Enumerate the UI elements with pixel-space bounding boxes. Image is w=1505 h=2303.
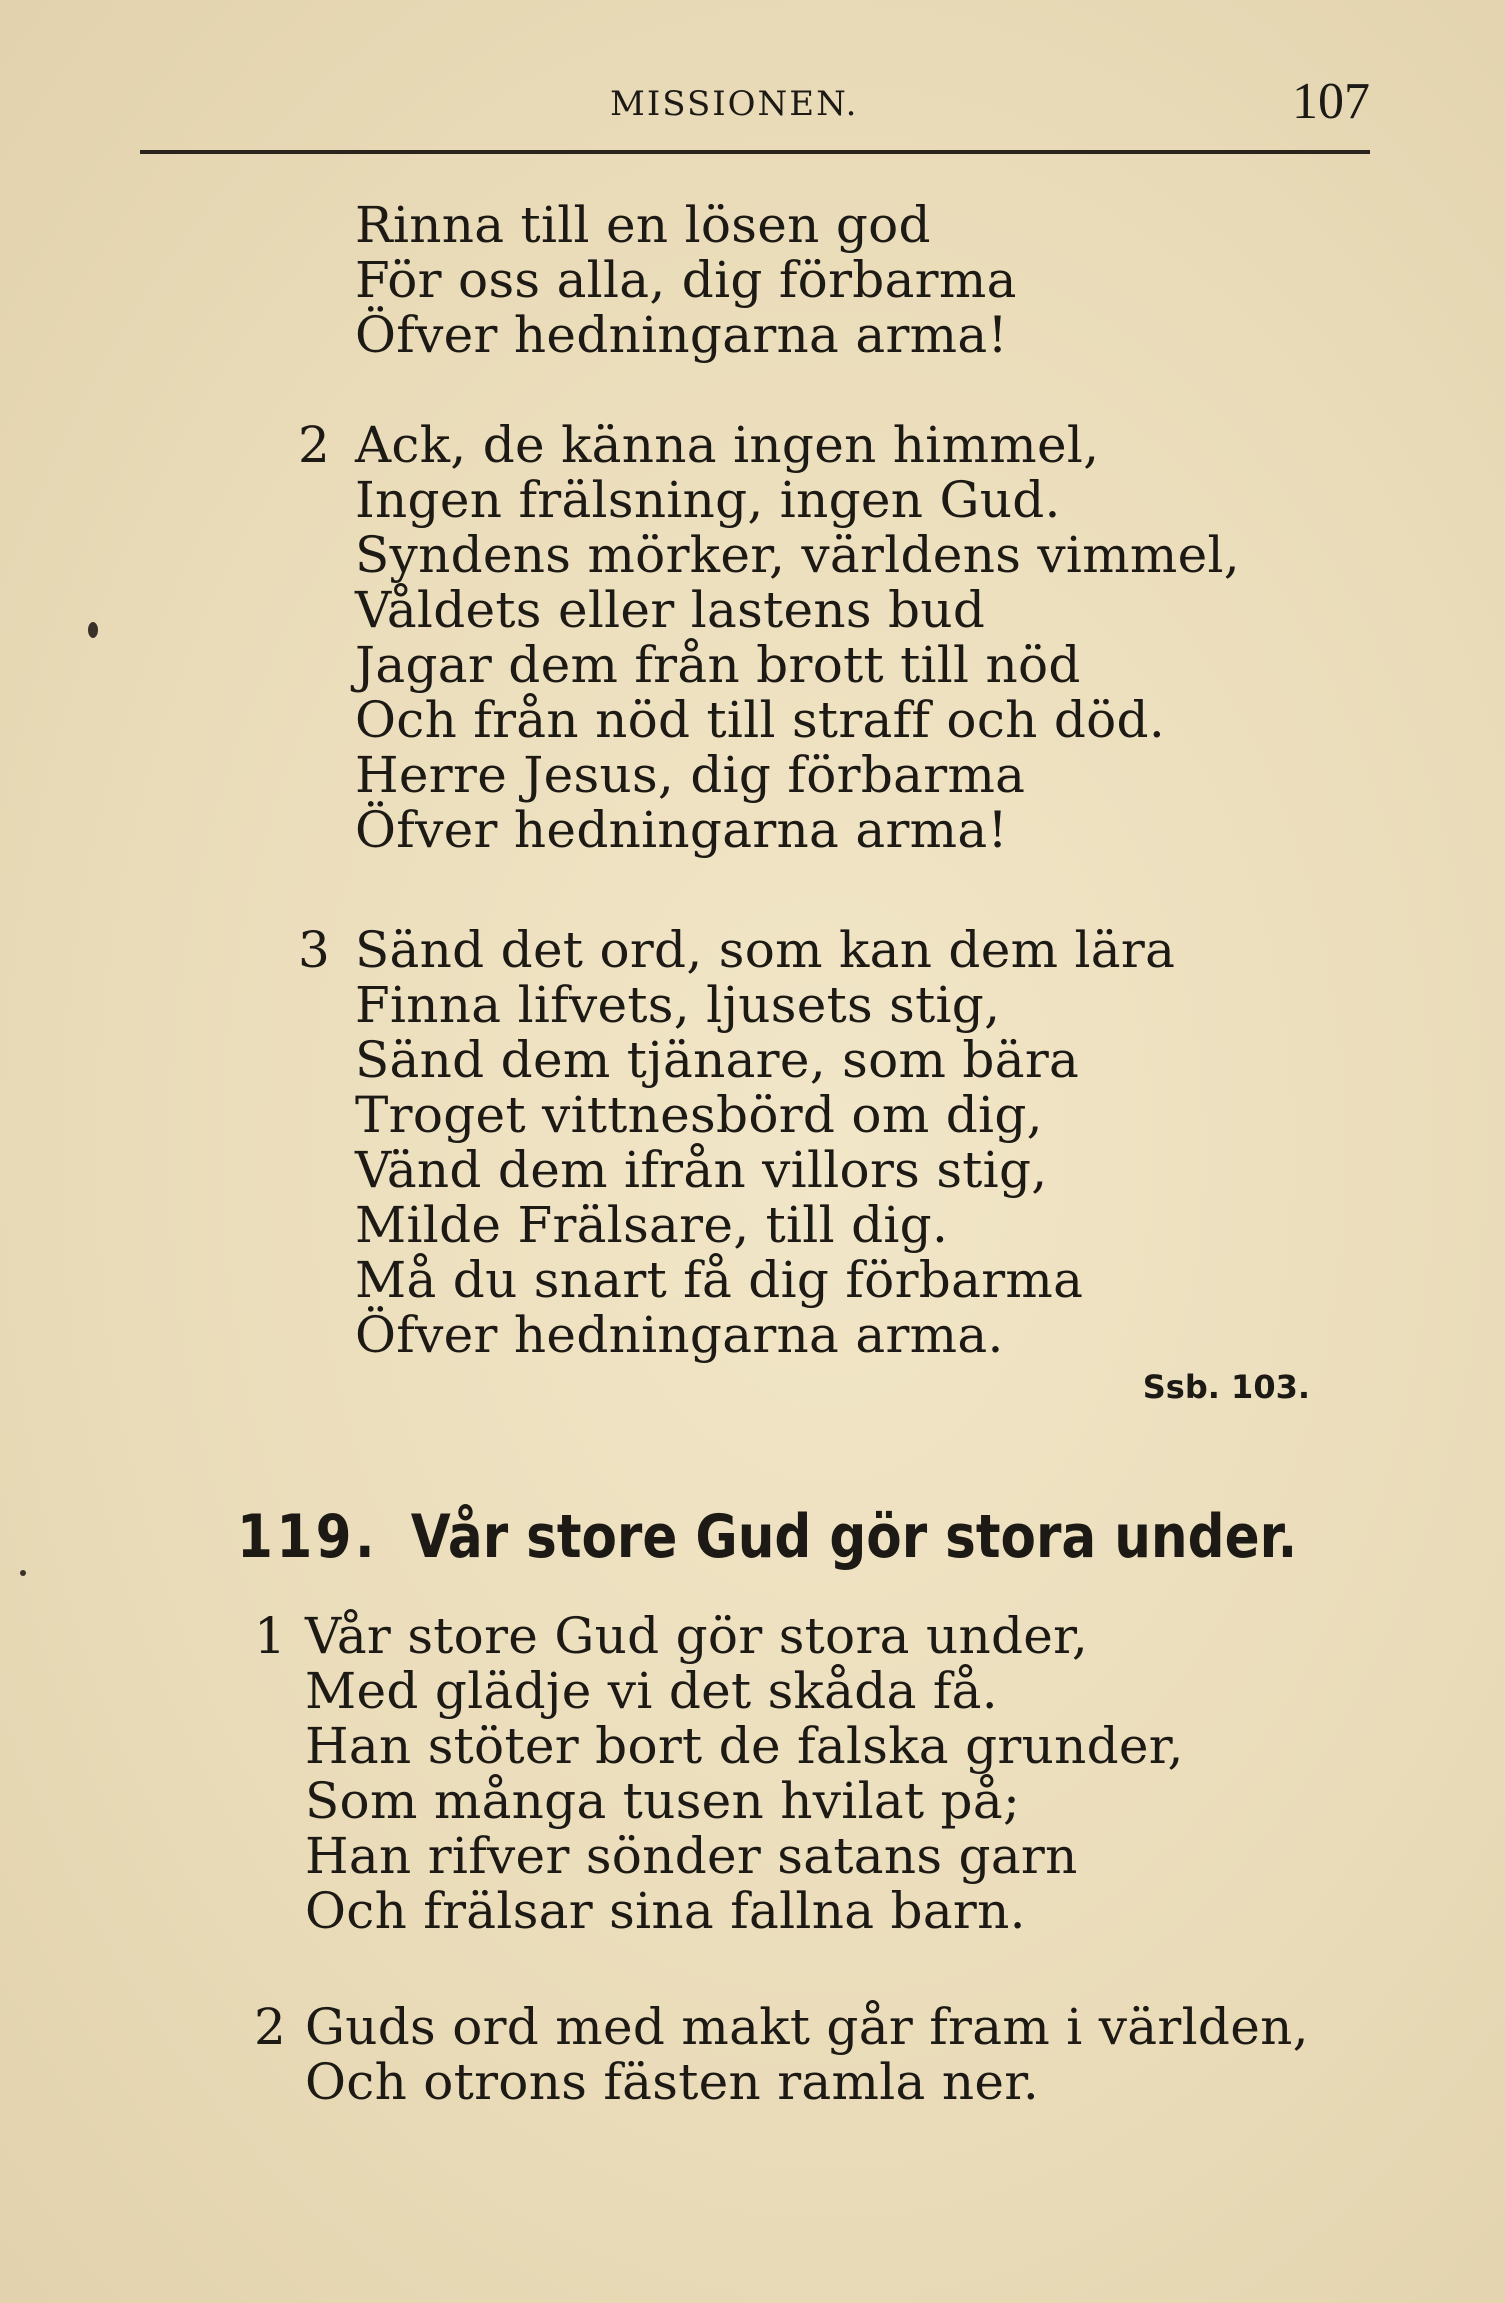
verse-line: Vänd dem ifrån villors stig, xyxy=(355,1141,1048,1199)
verse-3 xyxy=(355,923,1175,1363)
verse-number: 2 xyxy=(254,1998,286,2056)
verse-line: Vår store Gud gör stora under, xyxy=(305,1607,1089,1665)
verse-line: Öfver hedningarna arma! xyxy=(355,801,1008,859)
verse-number: 1 xyxy=(254,1607,286,1665)
verse-number: 3 xyxy=(298,921,330,979)
verse-line: Våldets eller lastens bud xyxy=(355,581,986,639)
verse-line: Han stöter bort de falska grunder, xyxy=(305,1717,1184,1775)
verse-continuation xyxy=(355,198,1017,363)
hymn-verse-2 xyxy=(305,2000,1309,2110)
verse-line: Guds ord med makt går fram i världen, xyxy=(305,1998,1309,2056)
song-reference: Ssb. 103. xyxy=(1142,1368,1310,1406)
page-number: 107 xyxy=(1292,73,1370,130)
verse-line: Och otrons fästen ramla ner. xyxy=(305,2053,1040,2111)
page-header xyxy=(140,68,1370,128)
verse-line: Ack, de känna ingen himmel, xyxy=(355,416,1100,474)
verse-line: Han rifver sönder satans garn xyxy=(305,1827,1078,1885)
verse-line: Herre Jesus, dig förbarma xyxy=(355,746,1026,804)
header-rule xyxy=(140,150,1370,154)
verse-line: Finna lifvets, ljusets stig, xyxy=(355,976,1001,1034)
verse-line: Och frälsar sina fallna barn. xyxy=(305,1882,1026,1940)
hymn-verse-1 xyxy=(305,1609,1184,1939)
hymn-title: Vår store Gud gör stora under. xyxy=(410,1502,1298,1572)
ink-speck xyxy=(88,622,98,638)
verse-line: För oss alla, dig förbarma xyxy=(355,251,1017,309)
verse-line: Ingen frälsning, ingen Gud. xyxy=(355,471,1061,529)
verse-line: Öfver hedningarna arma! xyxy=(355,306,1008,364)
verse-line: Med glädje vi det skåda få. xyxy=(305,1662,998,1720)
verse-number: 2 xyxy=(298,416,330,474)
hymn-number: 119. xyxy=(237,1502,379,1572)
verse-line: Rinna till en lösen god xyxy=(355,196,931,254)
verse-line: Milde Frälsare, till dig. xyxy=(355,1196,949,1254)
hymn-heading xyxy=(237,1502,1297,1572)
verse-line: Och från nöd till straff och död. xyxy=(355,691,1166,749)
verse-line: Troget vittnesbörd om dig, xyxy=(355,1086,1043,1144)
running-title: MISSIONEN. xyxy=(610,84,859,124)
verse-line: Må du snart få dig förbarma xyxy=(355,1251,1084,1309)
verse-line: Som många tusen hvilat på; xyxy=(305,1772,1021,1830)
verse-line: Öfver hedningarna arma. xyxy=(355,1306,1004,1364)
ink-speck xyxy=(20,1570,26,1576)
verse-line: Jagar dem från brott till nöd xyxy=(355,636,1081,694)
verse-line: Sänd det ord, som kan dem lära xyxy=(355,921,1176,979)
verse-line: Syndens mörker, världens vimmel, xyxy=(355,526,1240,584)
verse-2 xyxy=(355,418,1240,858)
verse-line: Sänd dem tjänare, som bära xyxy=(355,1031,1080,1089)
